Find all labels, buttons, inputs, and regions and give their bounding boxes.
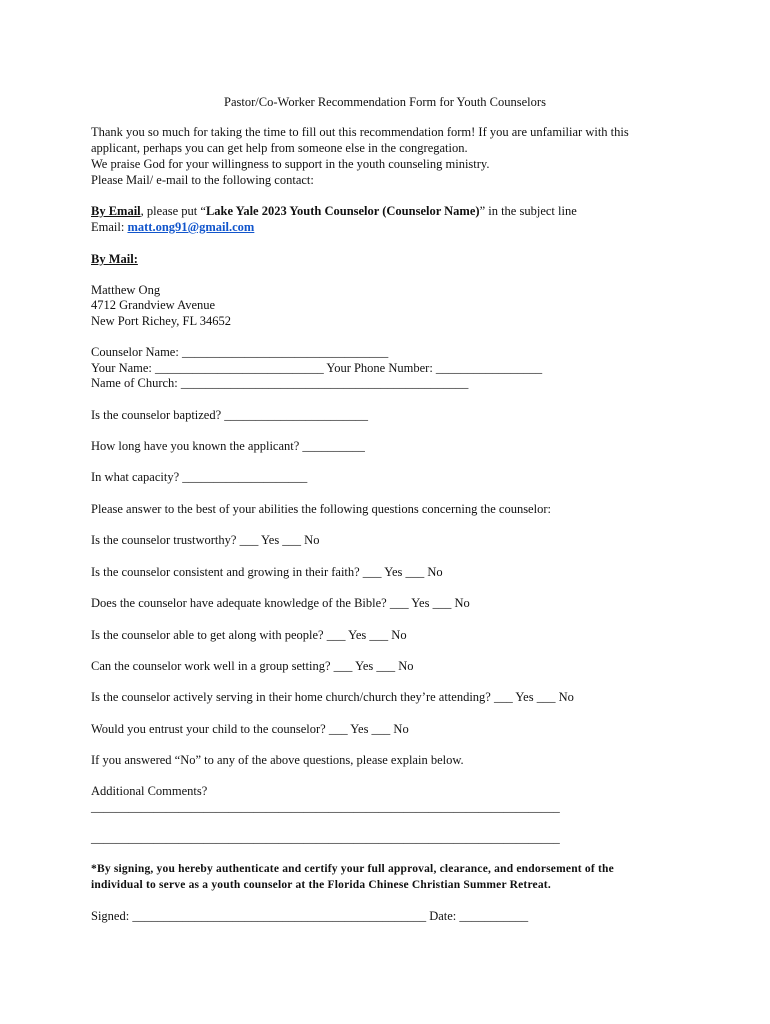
intro-line-4: Please Mail/ e-mail to the following contact: [91,173,314,187]
mail-name: Matthew Ong [91,283,161,297]
email-subject: Lake Yale 2023 Youth Counselor (Counselor Name) [205,204,480,218]
intro-line-1: Thank you so much for taking the time to fill out this recommendation form! If you are unfamiliar with this [91,125,629,139]
email-instruction-pre: , please put “ [140,204,206,218]
additional-comments-label: Additional Comments? [91,784,208,798]
question-actively-serving[interactable]: Is the counselor actively serving in their home church/church they’re attending? ___ Yes ___ No [91,690,574,704]
comment-line-1[interactable]: ___________________________________________________________________________ [91,800,560,814]
question-faith[interactable]: Is the counselor consistent and growing in their faith? ___ Yes ___ No [91,565,443,579]
email-instruction-post: ” in the subject line [479,204,577,218]
question-trustworthy[interactable]: Is the counselor trustworthy? ___ Yes ___ No [91,533,320,547]
question-bible-knowledge[interactable]: Does the counselor have adequate knowledge of the Bible? ___ Yes ___ No [91,596,470,610]
question-entrust-child[interactable]: Would you entrust your child to the counselor? ___ Yes ___ No [91,722,409,736]
mail-street: 4712 Grandview Avenue [91,298,216,312]
church-name-field[interactable]: Name of Church: ______________________________________________ [91,376,469,390]
mail-city: New Port Richey, FL 34652 [91,314,232,328]
form-title: Pastor/Co-Worker Recommendation Form for Youth Counselors [224,95,546,109]
question-get-along[interactable]: Is the counselor able to get along with people? ___ Yes ___ No [91,628,407,642]
certification-line-1: *By signing, you hereby authenticate and certify your full approval, clearance, and endorsement of the [91,863,614,875]
by-mail-label: By Mail: [91,252,138,266]
how-long-field[interactable]: How long have you known the applicant? __________ [91,439,365,453]
baptized-field[interactable]: Is the counselor baptized? _______________________ [91,408,369,422]
email-link[interactable]: matt.ong91@gmail.com [127,220,255,234]
explain-note: If you answered “No” to any of the above questions, please explain below. [91,753,464,767]
capacity-field[interactable]: In what capacity? ____________________ [91,470,308,484]
comment-line-2[interactable]: ___________________________________________________________________________ [91,831,560,845]
email-line [91,219,254,235]
your-name-phone-field[interactable]: Your Name: ___________________________ Your Phone Number: _________________ [91,361,543,375]
email-instruction [91,203,577,219]
question-group-setting[interactable]: Can the counselor work well in a group setting? ___ Yes ___ No [91,659,414,673]
email-label: Email: [91,220,128,234]
certification-line-2: individual to serve as a youth counselor at the Florida Chinese Christian Summer Retreat. [91,879,551,891]
intro-line-2: applicant, perhaps you can get help from someone else in the congregation. [91,141,468,155]
signature-date-field[interactable]: Signed: _______________________________________________ Date: ___________ [91,909,529,923]
by-email-label: By Email [91,204,141,218]
intro-line-3: We praise God for your willingness to support in the youth counseling ministry. [91,157,490,171]
questions-intro: Please answer to the best of your abilities the following questions concerning the counselor: [91,502,551,516]
counselor-name-field[interactable]: Counselor Name: _________________________________ [91,345,389,359]
